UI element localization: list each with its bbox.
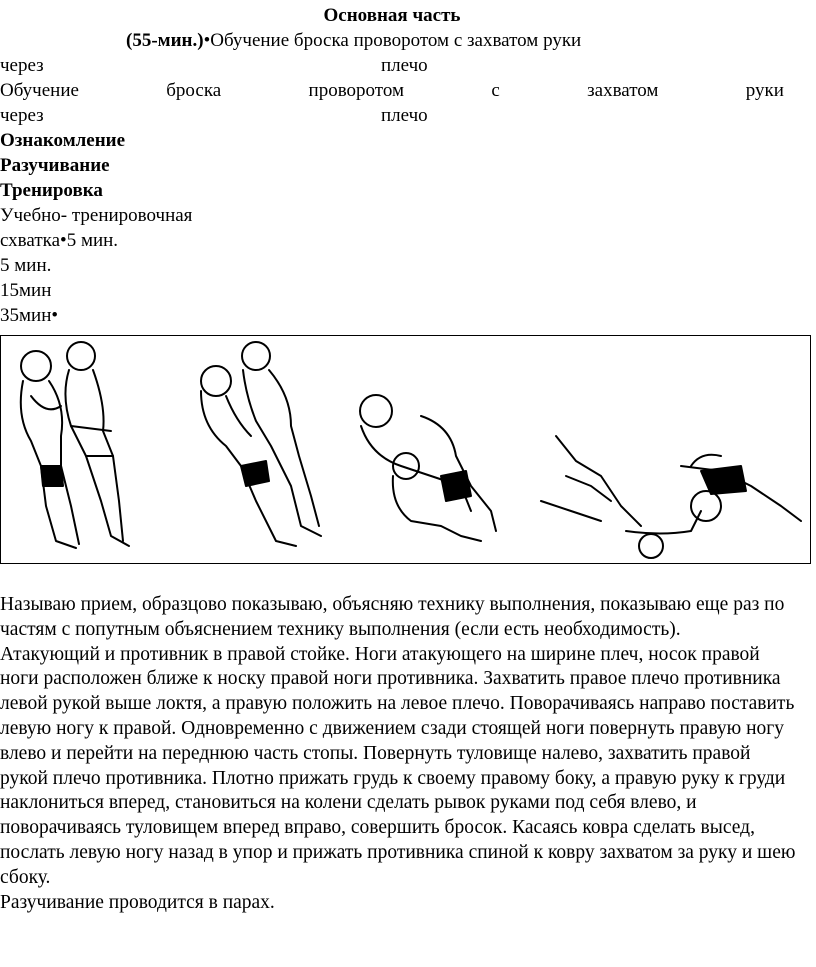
justified-row xyxy=(0,78,784,103)
time-2: 15мин xyxy=(0,280,52,301)
section-title: Основная часть xyxy=(323,5,461,26)
wrestler-pair-2 xyxy=(201,342,321,546)
row-word: руки xyxy=(745,80,784,101)
stage-training: Тренировка xyxy=(0,180,103,201)
row-word: проворотом xyxy=(308,80,405,101)
bullet-icon: • xyxy=(203,30,211,51)
subtitle-text: Обучение броска проворотом с захватом руки xyxy=(210,30,582,51)
bout-label: схватка xyxy=(0,230,61,251)
paragraph-intro: Называю прием, образцово показываю, объясняю технику выполнения, показываю еще раз по частям с попутным объяснением технику выполнения (если есть необходимость). xyxy=(0,594,785,640)
bullet-icon: • xyxy=(60,230,67,251)
throw-illustration xyxy=(0,335,811,564)
paragraph-technique: Атакующий и противник в правой стойке. Ноги атакующего на ширине плеч, носок правой ноги расположен ближе к носку правой ноги противника. Захватить правое плечо противника левой рукой выше локтя, а правую положить на левое плечо. Поворачиваясь направо поставить левую ногу к правой. Одновременно с движением сзади стоящей ноги повернуть правую ногу влево и перейти на переднюю часть стопы. Повернуть туловище налево, захватить правой рукой плечо противника. Плотно прижать грудь к своему правому боку, а правую руку к груди наклониться вперед, становиться на колени сделать рывок руками под себя влево, и поворачиваясь туловищем вперед вправо, совершить бросок. Касаясь ковра сделать высед, послать левую ногу назад в упор и прижать противника спиной к ковру захватом за руку и шею сбоку. xyxy=(0,643,796,888)
text-line-shoulder: плечо xyxy=(381,55,428,76)
row-word: с xyxy=(491,80,500,101)
paragraph-pairs: Разучивание проводится в парах. xyxy=(0,891,275,913)
stage-familiarization: Ознакомление xyxy=(0,130,126,151)
wrestling-throw-sequence-illustration-icon xyxy=(1,336,812,565)
time-1: 5 мин. xyxy=(0,255,52,276)
bout-line-2 xyxy=(0,228,118,253)
bullet-icon: • xyxy=(51,305,59,326)
stage-learning: Разучивание xyxy=(0,155,110,176)
bout-time: 5 мин. xyxy=(66,230,119,251)
row-word: Обучение xyxy=(0,80,79,101)
row-word: броска xyxy=(166,80,222,101)
wrestler-pair-3 xyxy=(360,395,496,541)
time-3: 35мин xyxy=(0,305,52,326)
body-text xyxy=(0,593,800,915)
wrestler-pair-4 xyxy=(541,436,801,558)
text-line-via-2: через xyxy=(0,105,44,126)
section-subtitle xyxy=(126,28,581,53)
wrestler-pair-1 xyxy=(21,342,129,548)
bout-line-1: Учебно- тренировочная xyxy=(0,205,193,226)
text-line-via: через xyxy=(0,55,44,76)
time-3-row xyxy=(0,303,58,328)
text-line-shoulder-2: плечо xyxy=(381,105,428,126)
row-word: захватом xyxy=(587,80,659,101)
duration-label: (55-мин.) xyxy=(126,30,204,51)
